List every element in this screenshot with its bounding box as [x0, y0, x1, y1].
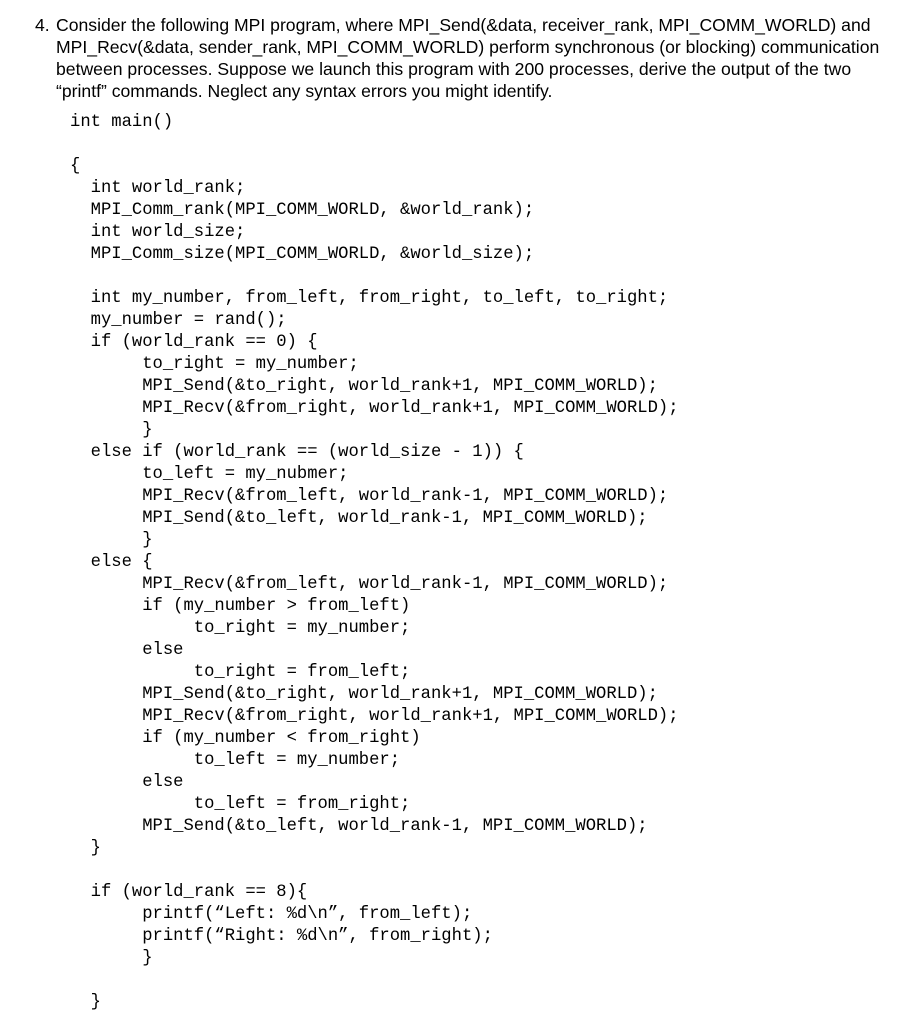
code-line: [70, 860, 679, 882]
code-line: MPI_Recv(&from_right, world_rank+1, MPI_COMM_WORLD);: [70, 399, 679, 418]
code-line: if (my_number < from_right): [70, 729, 421, 748]
question-text: Consider the following MPI program, where MPI_Send(&data, receiver_rank, MPI_COMM_WORLD) and MPI_Recv(&data, sender_rank, MPI_COMM_WORLD) perform synchronous (or blocking) communication between processes. Suppose we launch this program with 200 processes, derive the output of the two “printf” commands. Neglect any syntax errors you might identify.: [56, 15, 880, 101]
code-line: to_right = from_left;: [70, 663, 411, 682]
code-line: to_right = my_number;: [70, 355, 359, 374]
code-line: }: [70, 949, 153, 968]
code-line: to_left = from_right;: [70, 795, 411, 814]
code-line: if (world_rank == 0) {: [70, 333, 318, 352]
code-block: [70, 112, 679, 1014]
code-line: [70, 134, 679, 156]
question-block: [35, 14, 895, 102]
code-line: to_left = my_nubmer;: [70, 465, 349, 484]
code-line: }: [70, 839, 101, 858]
code-line: else {: [70, 553, 153, 572]
code-line: my_number = rand();: [70, 311, 287, 330]
code-line: }: [70, 993, 101, 1012]
code-line: else if (world_rank == (world_size - 1)) {: [70, 443, 524, 462]
code-line: MPI_Send(&to_right, world_rank+1, MPI_COMM_WORLD);: [70, 377, 658, 396]
code-line: int my_number, from_left, from_right, to_left, to_right;: [70, 289, 669, 308]
code-line: if (my_number > from_left): [70, 597, 411, 616]
code-line: printf(“Right: %d\n”, from_right);: [70, 927, 493, 946]
code-line: [70, 970, 679, 992]
code-line: to_right = my_number;: [70, 619, 411, 638]
code-line: else: [70, 641, 184, 660]
code-line: MPI_Send(&to_left, world_rank-1, MPI_COMM_WORLD);: [70, 817, 648, 836]
code-line: MPI_Recv(&from_left, world_rank-1, MPI_COMM_WORLD);: [70, 575, 669, 594]
code-line: {: [70, 157, 81, 176]
code-line: int main(): [70, 113, 174, 132]
code-line: printf(“Left: %d\n”, from_left);: [70, 905, 473, 924]
code-line: MPI_Send(&to_left, world_rank-1, MPI_COMM_WORLD);: [70, 509, 648, 528]
code-line: }: [70, 421, 153, 440]
question-number: 4.: [35, 15, 50, 35]
code-line: MPI_Send(&to_right, world_rank+1, MPI_COMM_WORLD);: [70, 685, 658, 704]
code-line: }: [70, 531, 153, 550]
code-line: MPI_Recv(&from_left, world_rank-1, MPI_COMM_WORLD);: [70, 487, 669, 506]
code-line: to_left = my_number;: [70, 751, 401, 770]
code-line: if (world_rank == 8){: [70, 883, 308, 902]
code-line: int world_size;: [70, 223, 246, 242]
code-line: else: [70, 773, 184, 792]
code-line: [70, 266, 679, 288]
code-line: int world_rank;: [70, 179, 246, 198]
code-line: MPI_Comm_rank(MPI_COMM_WORLD, &world_rank);: [70, 201, 535, 220]
code-line: MPI_Comm_size(MPI_COMM_WORLD, &world_size);: [70, 245, 535, 264]
code-line: MPI_Recv(&from_right, world_rank+1, MPI_COMM_WORLD);: [70, 707, 679, 726]
